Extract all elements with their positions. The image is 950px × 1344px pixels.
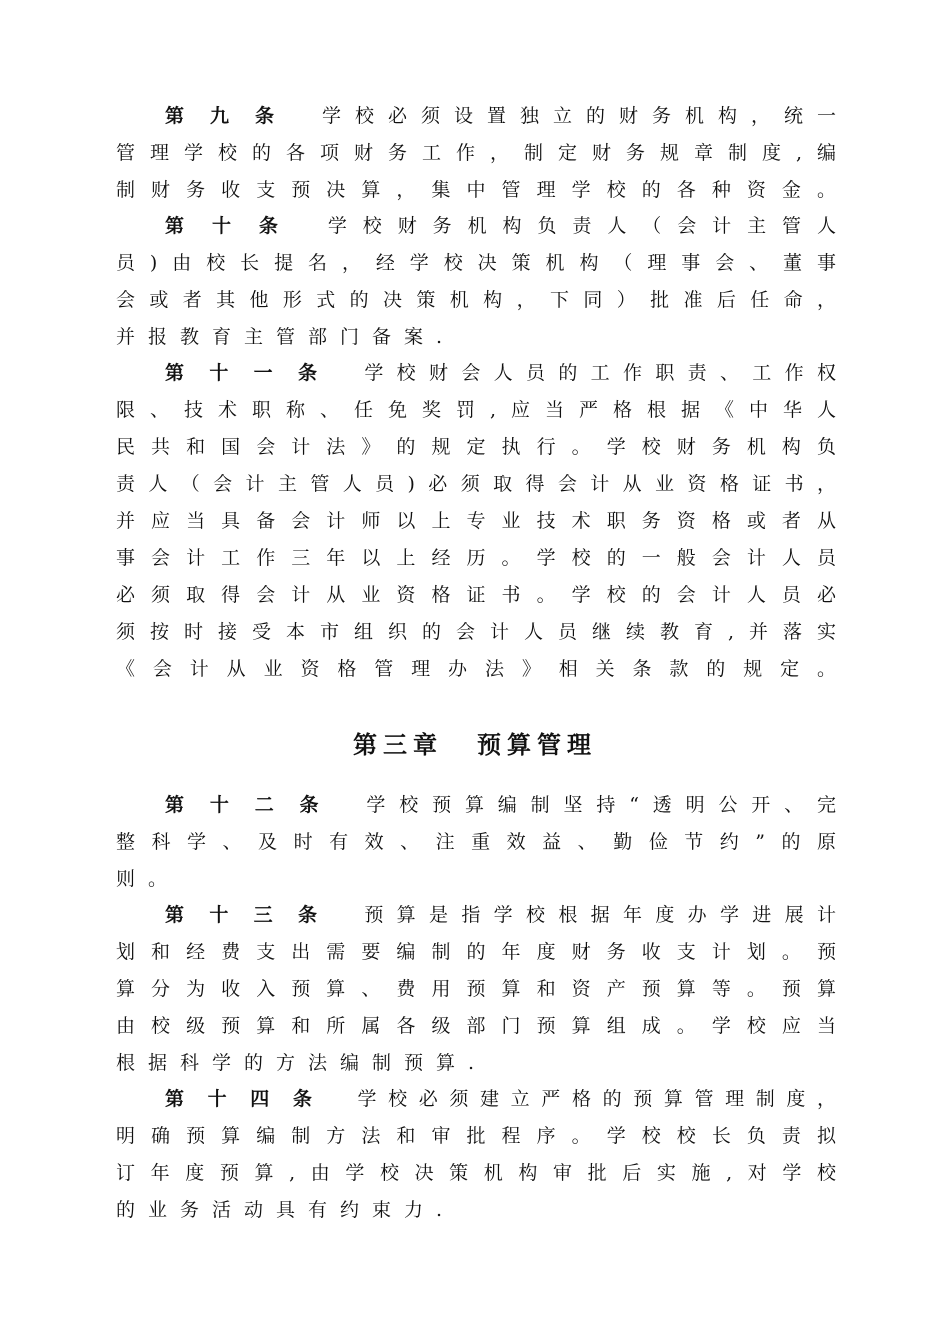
chapter-heading: [0, 724, 950, 766]
article-12-label: 第十二条: [165, 794, 345, 816]
article-11-line-6: 事会计工作三年以上经历。学校的一般会计人员: [116, 547, 836, 569]
article-10-line-4: 并报教育主管部门备案.: [116, 326, 456, 348]
article-14-line-4: 的业务活动具有约束力.: [116, 1199, 456, 1221]
article-11-line-4: 责人（会计主管人员)必须取得会计从业资格证书，: [116, 473, 836, 495]
article-9-line-1: 第九条 学校必须设置独立的财务机构，统一: [165, 105, 836, 127]
article-10-line-2: 员)由校长提名，经学校决策机构（理事会、董事: [116, 252, 836, 274]
chapter-number: 第三章: [353, 731, 443, 759]
article-10-line-1: 第十条 学校财务机构负责人（会计主管人: [165, 215, 836, 237]
article-11-line-9: 《会计从业资格管理办法》相关条款的规定。: [116, 658, 836, 680]
article-11-line-7: 必须取得会计从业资格证书。学校的会计人员必: [116, 584, 836, 606]
article-10-label: 第十条: [165, 215, 306, 237]
article-11-line-1: 第十一条 学校财会人员的工作职责、工作权: [165, 362, 836, 384]
chapter-title: 预算管理: [477, 731, 597, 759]
article-9-label: 第九条: [165, 105, 300, 127]
article-14-label: 第十四条: [165, 1088, 336, 1110]
article-10-line-3: 会或者其他形式的决策机构，下同）批准后任命，: [116, 289, 836, 311]
article-9-line-2: 管理学校的各项财务工作，制定财务规章制度,编: [116, 142, 836, 164]
article-13-line-3: 算分为收入预算、费用预算和资产预算等。预算: [116, 978, 836, 1000]
article-11-line-8: 须按时接受本市组织的会计人员继续教育,并落实: [116, 621, 836, 643]
article-14-line-2: 明确预算编制方法和审批程序。学校校长负责拟: [116, 1125, 836, 1147]
article-13-line-1: 第十三条 预算是指学校根据年度办学进展计: [165, 904, 836, 926]
article-11-line-5: 并应当具备会计师以上专业技术职务资格或者从: [116, 510, 836, 532]
article-11-label: 第十一条: [165, 362, 343, 384]
article-14-line-3: 订年度预算,由学校决策机构审批后实施,对学校: [116, 1162, 836, 1184]
article-13-line-2: 划和经费支出需要编制的年度财务收支计划。预: [116, 941, 836, 963]
article-11-line-3: 民共和国会计法》的规定执行。学校财务机构负: [116, 436, 836, 458]
article-12-line-3: 则。: [116, 868, 181, 890]
article-9-line-3: 制财务收支预决算，集中管理学校的各种资金。: [116, 179, 836, 201]
article-13-line-4: 由校级预算和所属各级部门预算组成。学校应当: [116, 1015, 836, 1037]
article-11-line-2: 限、技术职称、任免奖罚,应当严格根据《中华人: [116, 399, 836, 421]
article-12-line-2: 整科学、及时有效、注重效益、勤俭节约”的原: [116, 831, 836, 853]
article-14-line-1: 第十四条 学校必须建立严格的预算管理制度，: [165, 1088, 836, 1110]
article-13-label: 第十三条: [165, 904, 343, 926]
article-13-line-5: 根据科学的方法编制预算.: [116, 1052, 488, 1074]
article-12-line-1: 第十二条 学校预算编制坚持“透明公开、完: [165, 794, 836, 816]
